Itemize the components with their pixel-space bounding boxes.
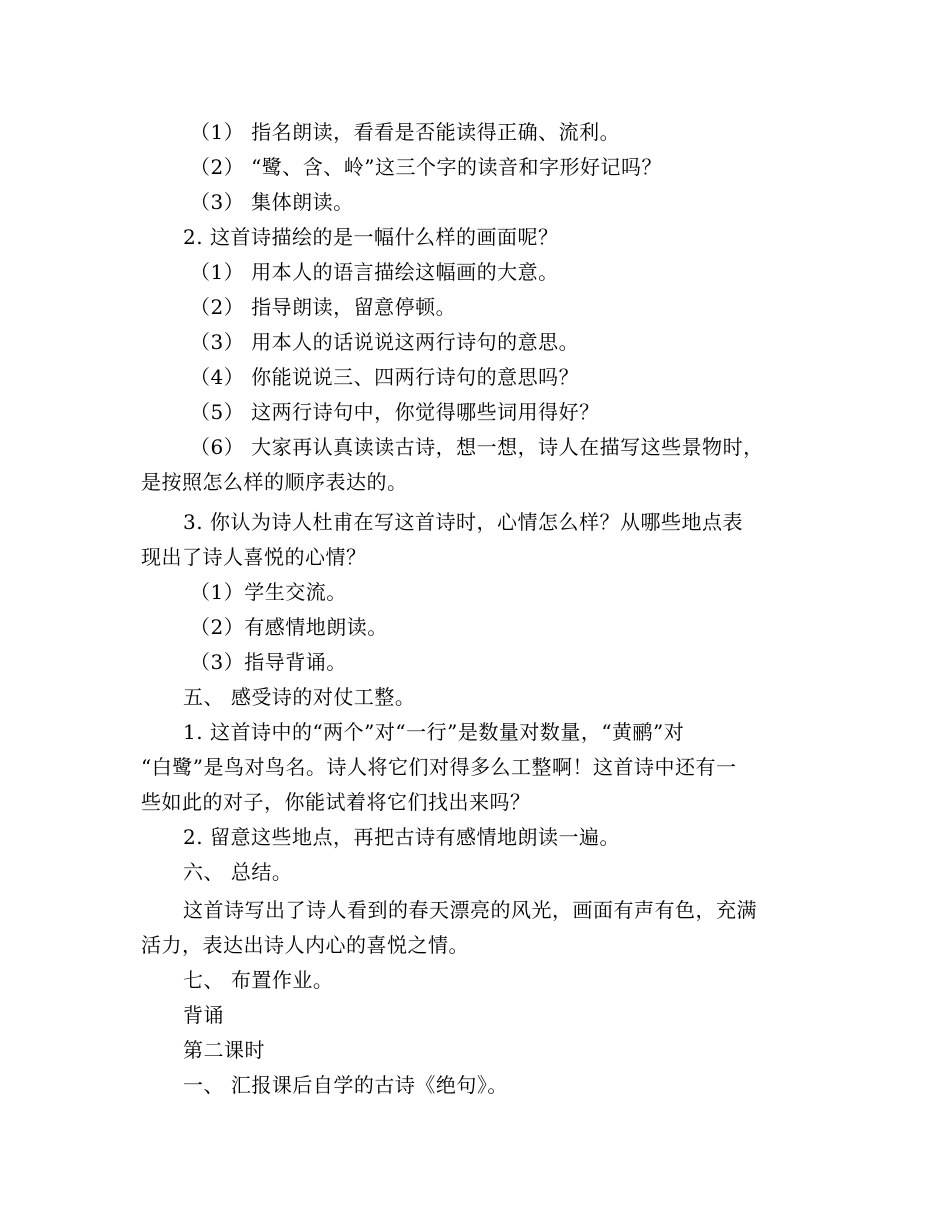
text-line: 活力，表达出诗人内心的喜悦之情。 bbox=[141, 933, 469, 957]
text-line: 现出了诗人喜悦的心情？ bbox=[141, 545, 367, 569]
text-line: 1. 这首诗中的“两个”对“一行”是数量对数量，“黄鹂”对 bbox=[183, 720, 685, 744]
text-line: 2. 留意这些地点，再把古诗有感情地朗读一遍。 bbox=[183, 825, 620, 849]
text-line: （2）有感情地朗读。 bbox=[190, 615, 388, 639]
text-line: （2） “鹭、含、岭”这三个字的读音和字形好记吗？ bbox=[190, 155, 663, 179]
text-line: “白鹭”是鸟对鸟名。诗人将它们对得多么工整啊！这首诗中还有一 bbox=[141, 755, 737, 779]
text-line: （1） 用本人的语言描绘这幅画的大意。 bbox=[190, 260, 559, 284]
text-line: （1） 指名朗读，看看是否能读得正确、流利。 bbox=[190, 120, 621, 144]
text-line: 是按照怎么样的顺序表达的。 bbox=[141, 470, 408, 494]
text-line: 第二课时 bbox=[183, 1038, 265, 1062]
text-line: 六、 总结。 bbox=[183, 860, 293, 884]
text-line: （3） 用本人的话说说这两行诗句的意思。 bbox=[190, 330, 580, 354]
text-line: （4） 你能说说三、四两行诗句的意思吗？ bbox=[190, 365, 580, 389]
text-line: 五、 感受诗的对仗工整。 bbox=[183, 685, 416, 709]
text-line: （5） 这两行诗句中，你觉得哪些词用得好？ bbox=[190, 400, 600, 424]
text-line: 背诵 bbox=[183, 1003, 224, 1027]
text-line: 七、 布置作业。 bbox=[183, 968, 334, 992]
text-line: （3）指导背诵。 bbox=[190, 650, 347, 674]
text-line: 一、 汇报课后自学的古诗《绝句》。 bbox=[183, 1073, 508, 1097]
text-line: 3. 你认为诗人杜甫在写这首诗时，心情怎么样？从哪些地点表 bbox=[183, 510, 743, 534]
text-line: 2. 这首诗描绘的是一幅什么样的画面呢？ bbox=[183, 225, 559, 249]
text-line: （3） 集体朗读。 bbox=[190, 190, 354, 214]
text-line: 些如此的对子，你能试着将它们找出来吗？ bbox=[141, 790, 531, 814]
text-line: （1）学生交流。 bbox=[190, 580, 347, 604]
text-line: 这首诗写出了诗人看到的春天漂亮的风光，画面有声有色，充满 bbox=[183, 898, 757, 922]
text-line: （2） 指导朗读，留意停顿。 bbox=[190, 295, 457, 319]
text-line: （6） 大家再认真读读古诗，想一想，诗人在描写这些景物时， bbox=[190, 435, 764, 459]
